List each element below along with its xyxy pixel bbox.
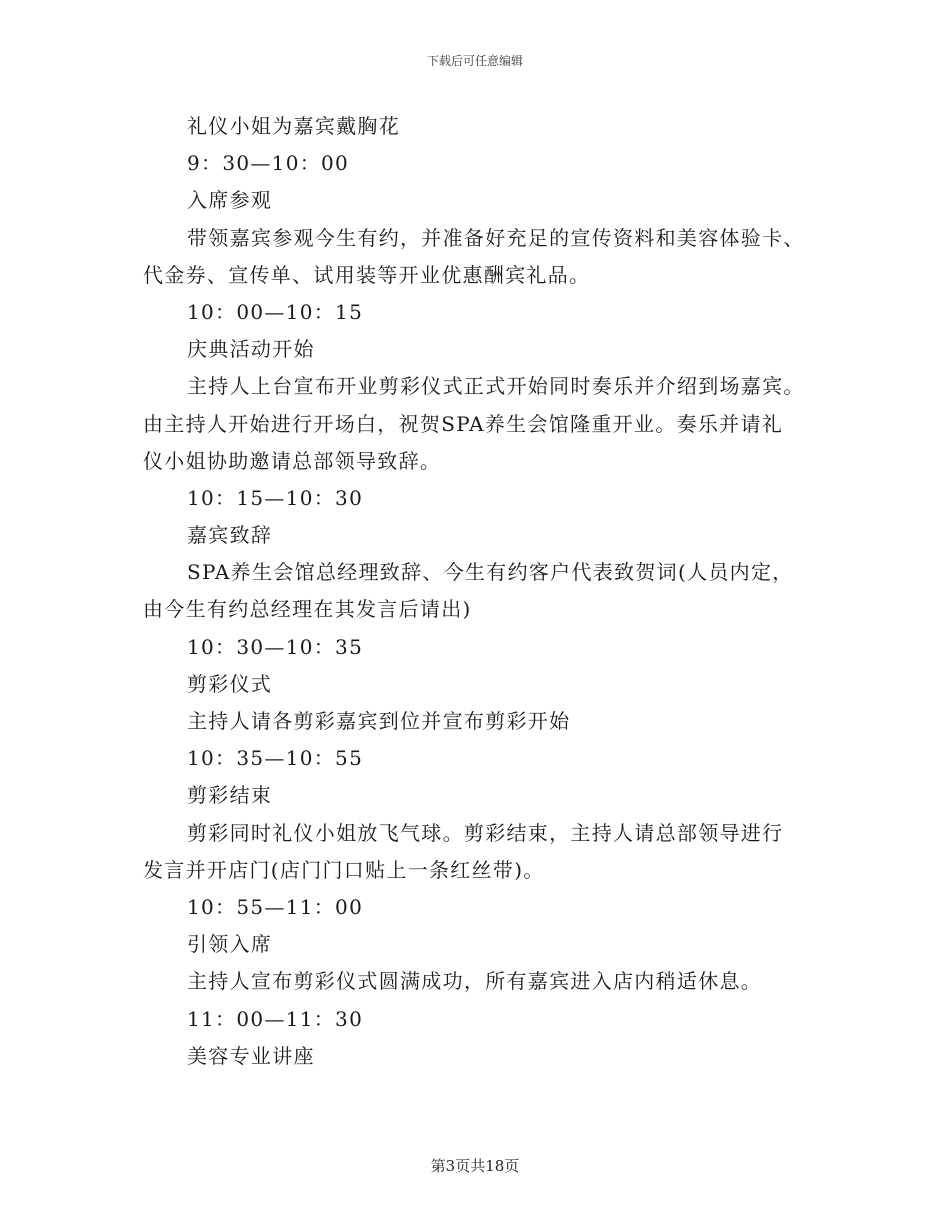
time-range-line: 10：30—10：35 [187, 634, 364, 659]
time-range-line: 11：00—11：30 [187, 1006, 364, 1031]
section-heading: 引领入席 [187, 932, 273, 957]
section-heading: 剪彩结束 [187, 783, 273, 808]
paragraph-line: 主持人请各剪彩嘉宾到位并宣布剪彩开始 [187, 709, 571, 733]
section-heading: 嘉宾致辞 [187, 523, 273, 548]
section-heading: 美容专业讲座 [187, 1043, 315, 1068]
document-body [143, 108, 808, 1075]
time-range-line: 10：55—11：00 [187, 894, 364, 919]
time-range-line: 10：00—10：15 [187, 299, 364, 324]
paragraph-line: 发言并开店门(店门门口贴上一条红丝带)。 [143, 857, 545, 882]
time-range-line: 9：30—10：00 [187, 151, 350, 176]
time-range-line: 10：35—10：55 [187, 746, 364, 771]
paragraph-line: 剪彩同时礼仪小姐放飞气球。剪彩结束，主持人请总部领导进行 [187, 820, 784, 845]
section-heading: 庆典活动开始 [187, 337, 315, 362]
paragraph-line: 由主持人开始进行开场白，祝贺SPA养生会馆隆重开业。奏乐并请礼 [143, 411, 784, 436]
paragraph-line: 仪小姐协助邀请总部领导致辞。 [143, 448, 442, 473]
paragraph-line: 带领嘉宾参观今生有约，并准备好充足的宣传资料和美容体验卡、 [187, 225, 805, 250]
section-heading: 剪彩仪式 [187, 671, 273, 696]
page-header: 下载后可任意编辑 [426, 54, 523, 68]
page-number-footer: 第3页共18页 [430, 1157, 520, 1175]
paragraph-line: 主持人宣布剪彩仪式圆满成功，所有嘉宾进入店内稍适休息。 [187, 969, 763, 994]
paragraph-line: 主持人上台宣布开业剪彩仪式正式开始同时奏乐并介绍到场嘉宾。 [187, 374, 805, 399]
time-range-line: 10：15—10：30 [187, 485, 364, 510]
paragraph-line: 由今生有约总经理在其发言后请出) [143, 597, 472, 622]
section-heading: 入席参观 [187, 188, 273, 213]
text-line: 礼仪小姐为嘉宾戴胸花 [187, 114, 400, 138]
paragraph-line: 代金券、宣传单、试用装等开业优惠酬宾礼品。 [143, 262, 591, 287]
paragraph-line: SPA养生会馆总经理致辞、今生有约客户代表致贺词(人员内定， [187, 560, 794, 585]
